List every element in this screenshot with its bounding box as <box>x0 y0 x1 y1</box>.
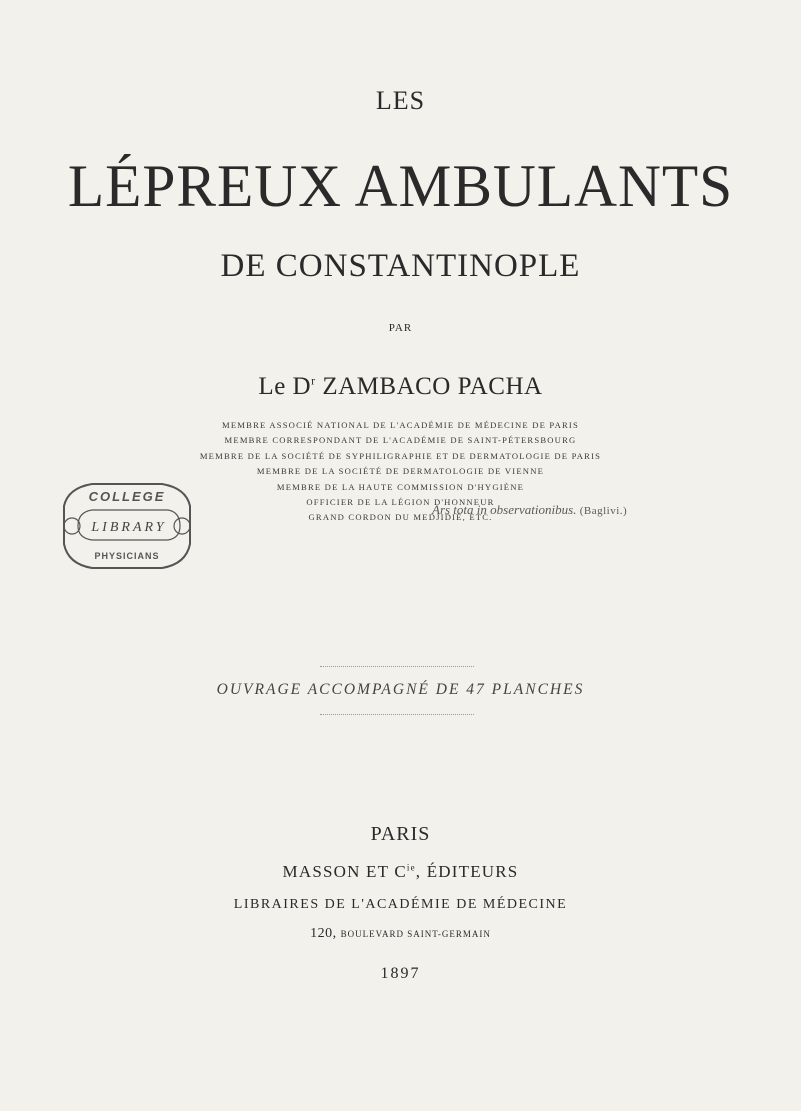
publisher-suffix: , ÉDITEURS <box>415 862 519 881</box>
subtitle: DE CONSTANTINOPLE <box>220 248 581 284</box>
publisher-name: MASSON ET C <box>282 862 407 881</box>
epigraph <box>432 502 627 518</box>
imprint-address <box>0 926 801 942</box>
svg-text:COLLEGE: COLLEGE <box>88 489 166 504</box>
author-title-line: MEMBRE DE LA SOCIÉTÉ DE SYPHILIGRAPHIE ET DE DERMATOLOGIE DE PARIS <box>199 450 602 461</box>
imprint-libraires: LIBRAIRES DE L'ACADÉMIE DE MÉDECINE <box>233 897 568 912</box>
by-line: PAR <box>388 322 413 334</box>
author-prefix-sup: r <box>311 373 316 388</box>
imprint-year: 1897 <box>380 965 421 982</box>
address-street: BOULEVARD SAINT-GERMAIN <box>340 929 491 939</box>
title-les: LES <box>375 86 426 115</box>
svg-text:PHYSICIANS: PHYSICIANS <box>94 551 160 561</box>
epigraph-source: (Baglivi.) <box>579 505 628 517</box>
author-line <box>0 373 801 401</box>
author-title-line: MEMBRE DE LA HAUTE COMMISSION D'HYGIÈNE <box>276 481 525 492</box>
author-prefix: Le D <box>258 373 312 400</box>
author-title-line: OFFICIER DE LA LÉGION D'HONNEUR <box>306 497 495 508</box>
author-title-line: MEMBRE CORRESPONDANT DE L'ACADÉMIE DE SAINT-PÉTERSBOURG <box>224 435 577 446</box>
divider-bottom <box>320 714 474 715</box>
plates-note: OUVRAGE ACCOMPAGNÉ DE 47 PLANCHES <box>216 681 585 698</box>
address-number: 120, <box>310 926 337 941</box>
author-title-line: MEMBRE ASSOCIÉ NATIONAL DE L'ACADÉMIE DE MÉDECINE DE PARIS <box>222 420 579 430</box>
author-title-line: MEMBRE DE LA SOCIÉTÉ DE DERMATOLOGIE DE VIENNE <box>256 466 545 477</box>
epigraph-text: Ars tota in observationibus. <box>432 502 577 517</box>
library-stamp <box>56 476 198 576</box>
svg-text:LIBRARY: LIBRARY <box>91 520 167 535</box>
imprint-city: PARIS <box>370 823 431 845</box>
author-title-line: GRAND CORDON DU MEDJIDIÉ, ETC. <box>308 512 493 523</box>
divider-top <box>320 666 474 667</box>
imprint-publisher <box>0 862 801 882</box>
publisher-sup: ie <box>406 862 416 873</box>
author-name: ZAMBACO PACHA <box>322 373 543 400</box>
main-title: LÉPREUX AMBULANTS <box>67 153 734 219</box>
